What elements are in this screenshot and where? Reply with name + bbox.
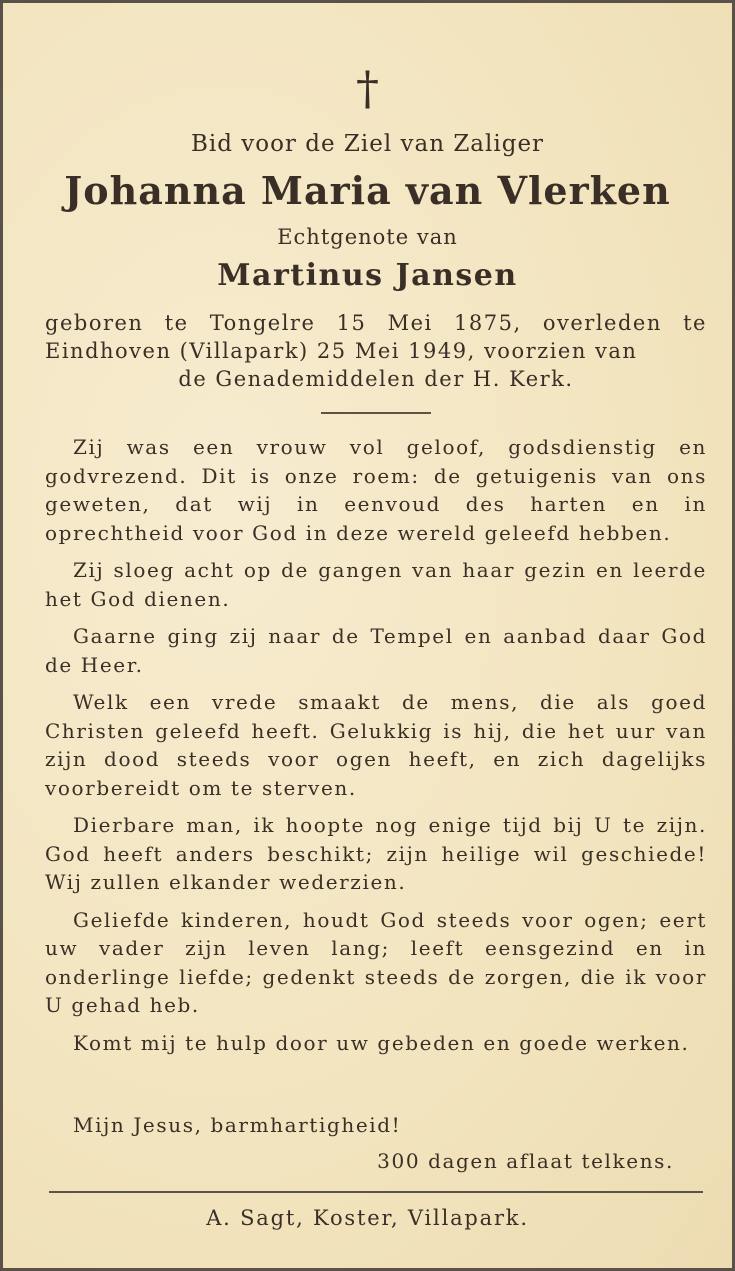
paragraph-5: Dierbare man, ik hoopte nog enige tijd bij U te zijn. God heeft anders beschikt; zijn heilige wil geschiede! Wij zullen elkander wederzien. xyxy=(45,813,707,894)
paragraph-2: Zij sloeg acht op de gangen van haar gezin en leerde het God dienen. xyxy=(45,558,707,611)
spouse-label: Echtgenote van xyxy=(277,225,458,249)
birth-death-last: de Genademiddelen der H. Kerk. xyxy=(178,367,574,391)
prayer-text xyxy=(45,433,707,1066)
birth-death-text xyxy=(45,309,707,393)
intro-line: Bid voor de Ziel van Zaliger xyxy=(190,131,545,157)
deceased-name: Johanna Maria van Vlerken xyxy=(64,168,671,213)
closing-prayer: Mijn Jesus, barmhartigheid! xyxy=(73,1113,402,1137)
indulgence-line: 300 dagen aflaat telkens. xyxy=(377,1149,674,1173)
cross-icon: † xyxy=(356,61,379,115)
birth-death-main: geboren te Tongelre 15 Mei 1875, overleden te Eindhoven (Villapark) 25 Mei 1949, voorzien van xyxy=(45,311,707,363)
paragraph-1: Zij was een vrouw vol geloof, godsdienstig en godvrezend. Dit is onze roem: de getuigenis van ons geweten, dat wij in eenvoud des harten en in oprechtheid voor God in deze wereld geleefd hebben. xyxy=(45,435,707,545)
paragraph-7: Komt mij te hulp door uw gebeden en goede werken. xyxy=(73,1030,690,1055)
short-divider xyxy=(321,412,431,414)
printer-line: A. Sagt, Koster, Villapark. xyxy=(206,1206,529,1230)
paragraph-4: Welk een vrede smaakt de mens, die als goed Christen geleefd heeft. Gelukkig is hij, die het uur van zijn dood steeds voor ogen heeft, en zich dagelijks voorbereidt om te sterven. xyxy=(45,690,707,800)
paragraph-3: Gaarne ging zij naar de Tempel en aanbad daar God de Heer. xyxy=(45,624,707,677)
spouse-name: Martinus Jansen xyxy=(217,258,518,293)
long-divider xyxy=(49,1191,703,1193)
paragraph-6: Geliefde kinderen, houdt God steeds voor ogen; eert uw vader zijn leven lang; leeft eensgezind en in onderlinge liefde; gedenkt steeds de zorgen, die ik voor U gehad heb. xyxy=(45,907,707,1017)
